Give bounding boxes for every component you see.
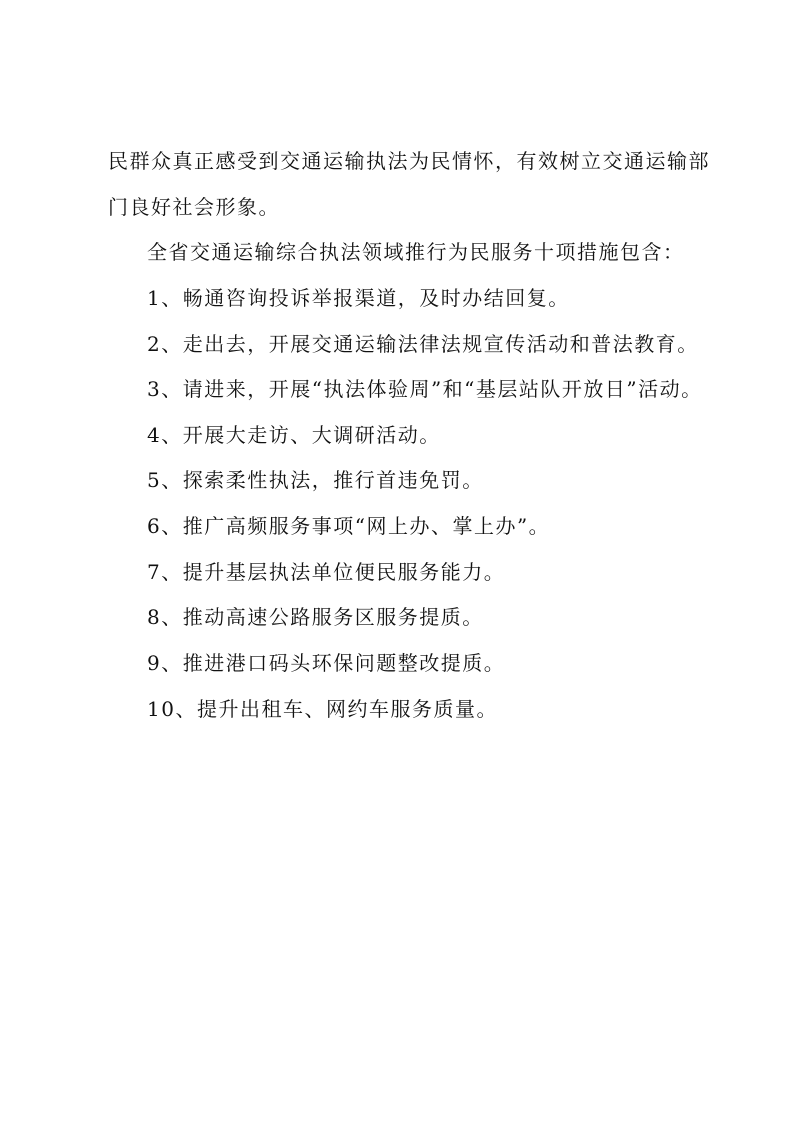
list-item-9: 9、推进港口码头环保问题整改提质。 xyxy=(147,651,506,675)
list-item-2: 2、走出去，开展交通运输法律法规宣传活动和普法教育。 xyxy=(147,332,699,356)
list-item-10: 10、提升出租车、网约车服务质量。 xyxy=(147,697,498,721)
list-item-6: 6、推广高频服务事项“网上办、掌上办”。 xyxy=(147,514,551,538)
list-item-4: 4、开展大走访、大调研活动。 xyxy=(147,423,441,447)
list-item-1: 1、畅通咨询投诉举报渠道，及时办结回复。 xyxy=(147,286,570,310)
paragraph-continuation-line-1: 民群众真正感受到交通运输执法为民情怀，有效树立交通运输部 xyxy=(108,149,710,173)
list-item-3: 3、请进来，开展“执法体验周”和“基层站队开放日”活动。 xyxy=(147,377,703,401)
list-item-8: 8、推动高速公路服务区服务提质。 xyxy=(147,605,484,629)
list-item-5: 5、探索柔性执法，推行首违免罚。 xyxy=(147,468,484,492)
list-item-7: 7、提升基层执法单位便民服务能力。 xyxy=(147,560,506,584)
list-intro: 全省交通运输综合执法领域推行为民服务十项措施包含： xyxy=(147,240,685,264)
paragraph-continuation-line-2: 门良好社会形象。 xyxy=(108,195,280,219)
